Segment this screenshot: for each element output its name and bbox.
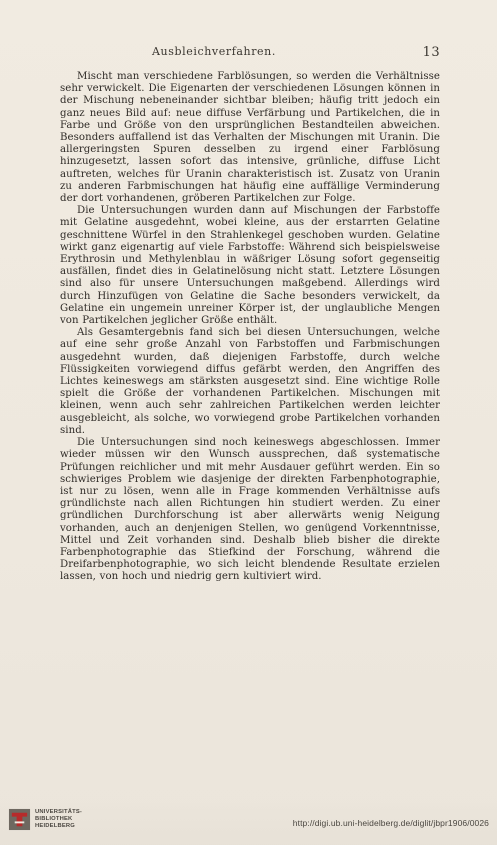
library-logo	[8, 807, 100, 833]
paragraph-4: Die Untersuchungen sind noch keineswegs abgeschlossen. Immer wieder müssen wir den Wunsch aussprechen, daß systematische Prüfungen reichlicher und mit mehr Ausdauer geführt werden. Ein so schwieriges Problem wie dasjenige der direkten Farbenphotographie, ist nur zu lösen, wenn alle in Frage kommenden Verhältnisse aufs gründlichste nach allen Richtungen hin studiert werden. Zu einer gründlichen Durchforschung ist aber allerwärts wenig Neigung vorhanden, auch an denjenigen Stellen, wo genügend Vorkenntnisse, Mittel und Zeit vorhanden sind. Deshalb blieb bisher die direkte Farbenphotographie das Stiefkind der Forschung, während die Dreifarbenphotographie, wo sich leicht blendende Resultate erzielen lassen, von hoch und niedrig gern kultiviert wird.	[60, 437, 440, 583]
page-text	[60, 71, 440, 584]
citation-url[interactable]: http://digi.ub.uni-heidelberg.de/diglit/jbpr1906/0026	[292, 818, 489, 828]
paragraph-1: Mischt man verschiedene Farblösungen, so werden die Verhältnisse sehr verwickelt. Die Eigenarten der verschiedenen Lösungen können in der Mischung nebeneinander sichtbar bleiben; häufig tritt jedoch ein ganz neues Bild auf: neue diffuse Verfärbung und Partikelchen, die in Farbe und Größe von den ursprünglichen Bestandteilen abweichen. Besonders auffallend ist das Verhalten der Mischungen mit Uranin. Die allergeringsten Spuren desselben zu irgend einer Farblösung hinzugesetzt, lassen sofort das intensive, grünliche, diffuse Licht auftreten, welches für Uranin charakteristisch ist. Zusatz von Uranin zu anderen Farbmischungen hat häufig eine auffällige Verminderung der dort vorhandenen, gröberen Partikelchen zur Folge.	[60, 71, 440, 205]
logo-line: HEIDELBERG	[35, 823, 76, 829]
logo-line: BIBLIOTHEK	[35, 816, 73, 822]
page-number: 13	[422, 45, 440, 60]
library-logo-text	[35, 809, 82, 830]
paragraph-3: Als Gesamtergebnis fand sich bei diesen Untersuchungen, welche auf eine sehr große Anzahl von Farbstoffen und Farbmischungen ausgedehnt wurden, daß diejenigen Farbstoffe, durch welche Flüssigkeiten vorwiegend diffus gefärbt werden, den Angriffen des Lichtes keineswegs am stärksten ausgesetzt sind. Eine wichtige Rolle spielt die Größe der vorhandenen Partikelchen. Mischungen mit kleinen, wenn auch sehr zahlreichen Partikelchen werden leichter ausgebleicht, als solche, wo vorwiegend grobe Partikelchen vorhanden sind.	[60, 327, 440, 436]
footer-band	[0, 800, 497, 845]
running-title: Ausbleichverfahren.	[152, 45, 276, 58]
running-head	[60, 45, 440, 59]
paragraph-2: Die Untersuchungen wurden dann auf Mischungen der Farbstoffe mit Gelatine ausgedehnt, wobei kleine, aus der erstarrten Gelatine geschnittene Würfel in den Strahlenkegel geschoben wurden. Gelatine wirkt ganz eigenartig auf viele Farbstoffe: Während sich beispielsweise Erythrosin und Methylenblau in wäßriger Lösung sofort gegenseitig ausfällen, findet dies in Gelatinelösung nicht statt. Letztere Lösungen sind also für unsere Untersuchungen maßgebend. Allerdings wird durch Hinzufügen von Gelatine die Sache besonders verwickelt, da Gelatine ein ungemein unreiner Körper ist, der unglaubliche Mengen von Partikelchen jeglicher Größe enthält.	[60, 205, 440, 327]
logo-line: UNIVERSITÄTS-	[35, 809, 83, 815]
university-library-logo-icon	[8, 808, 31, 831]
